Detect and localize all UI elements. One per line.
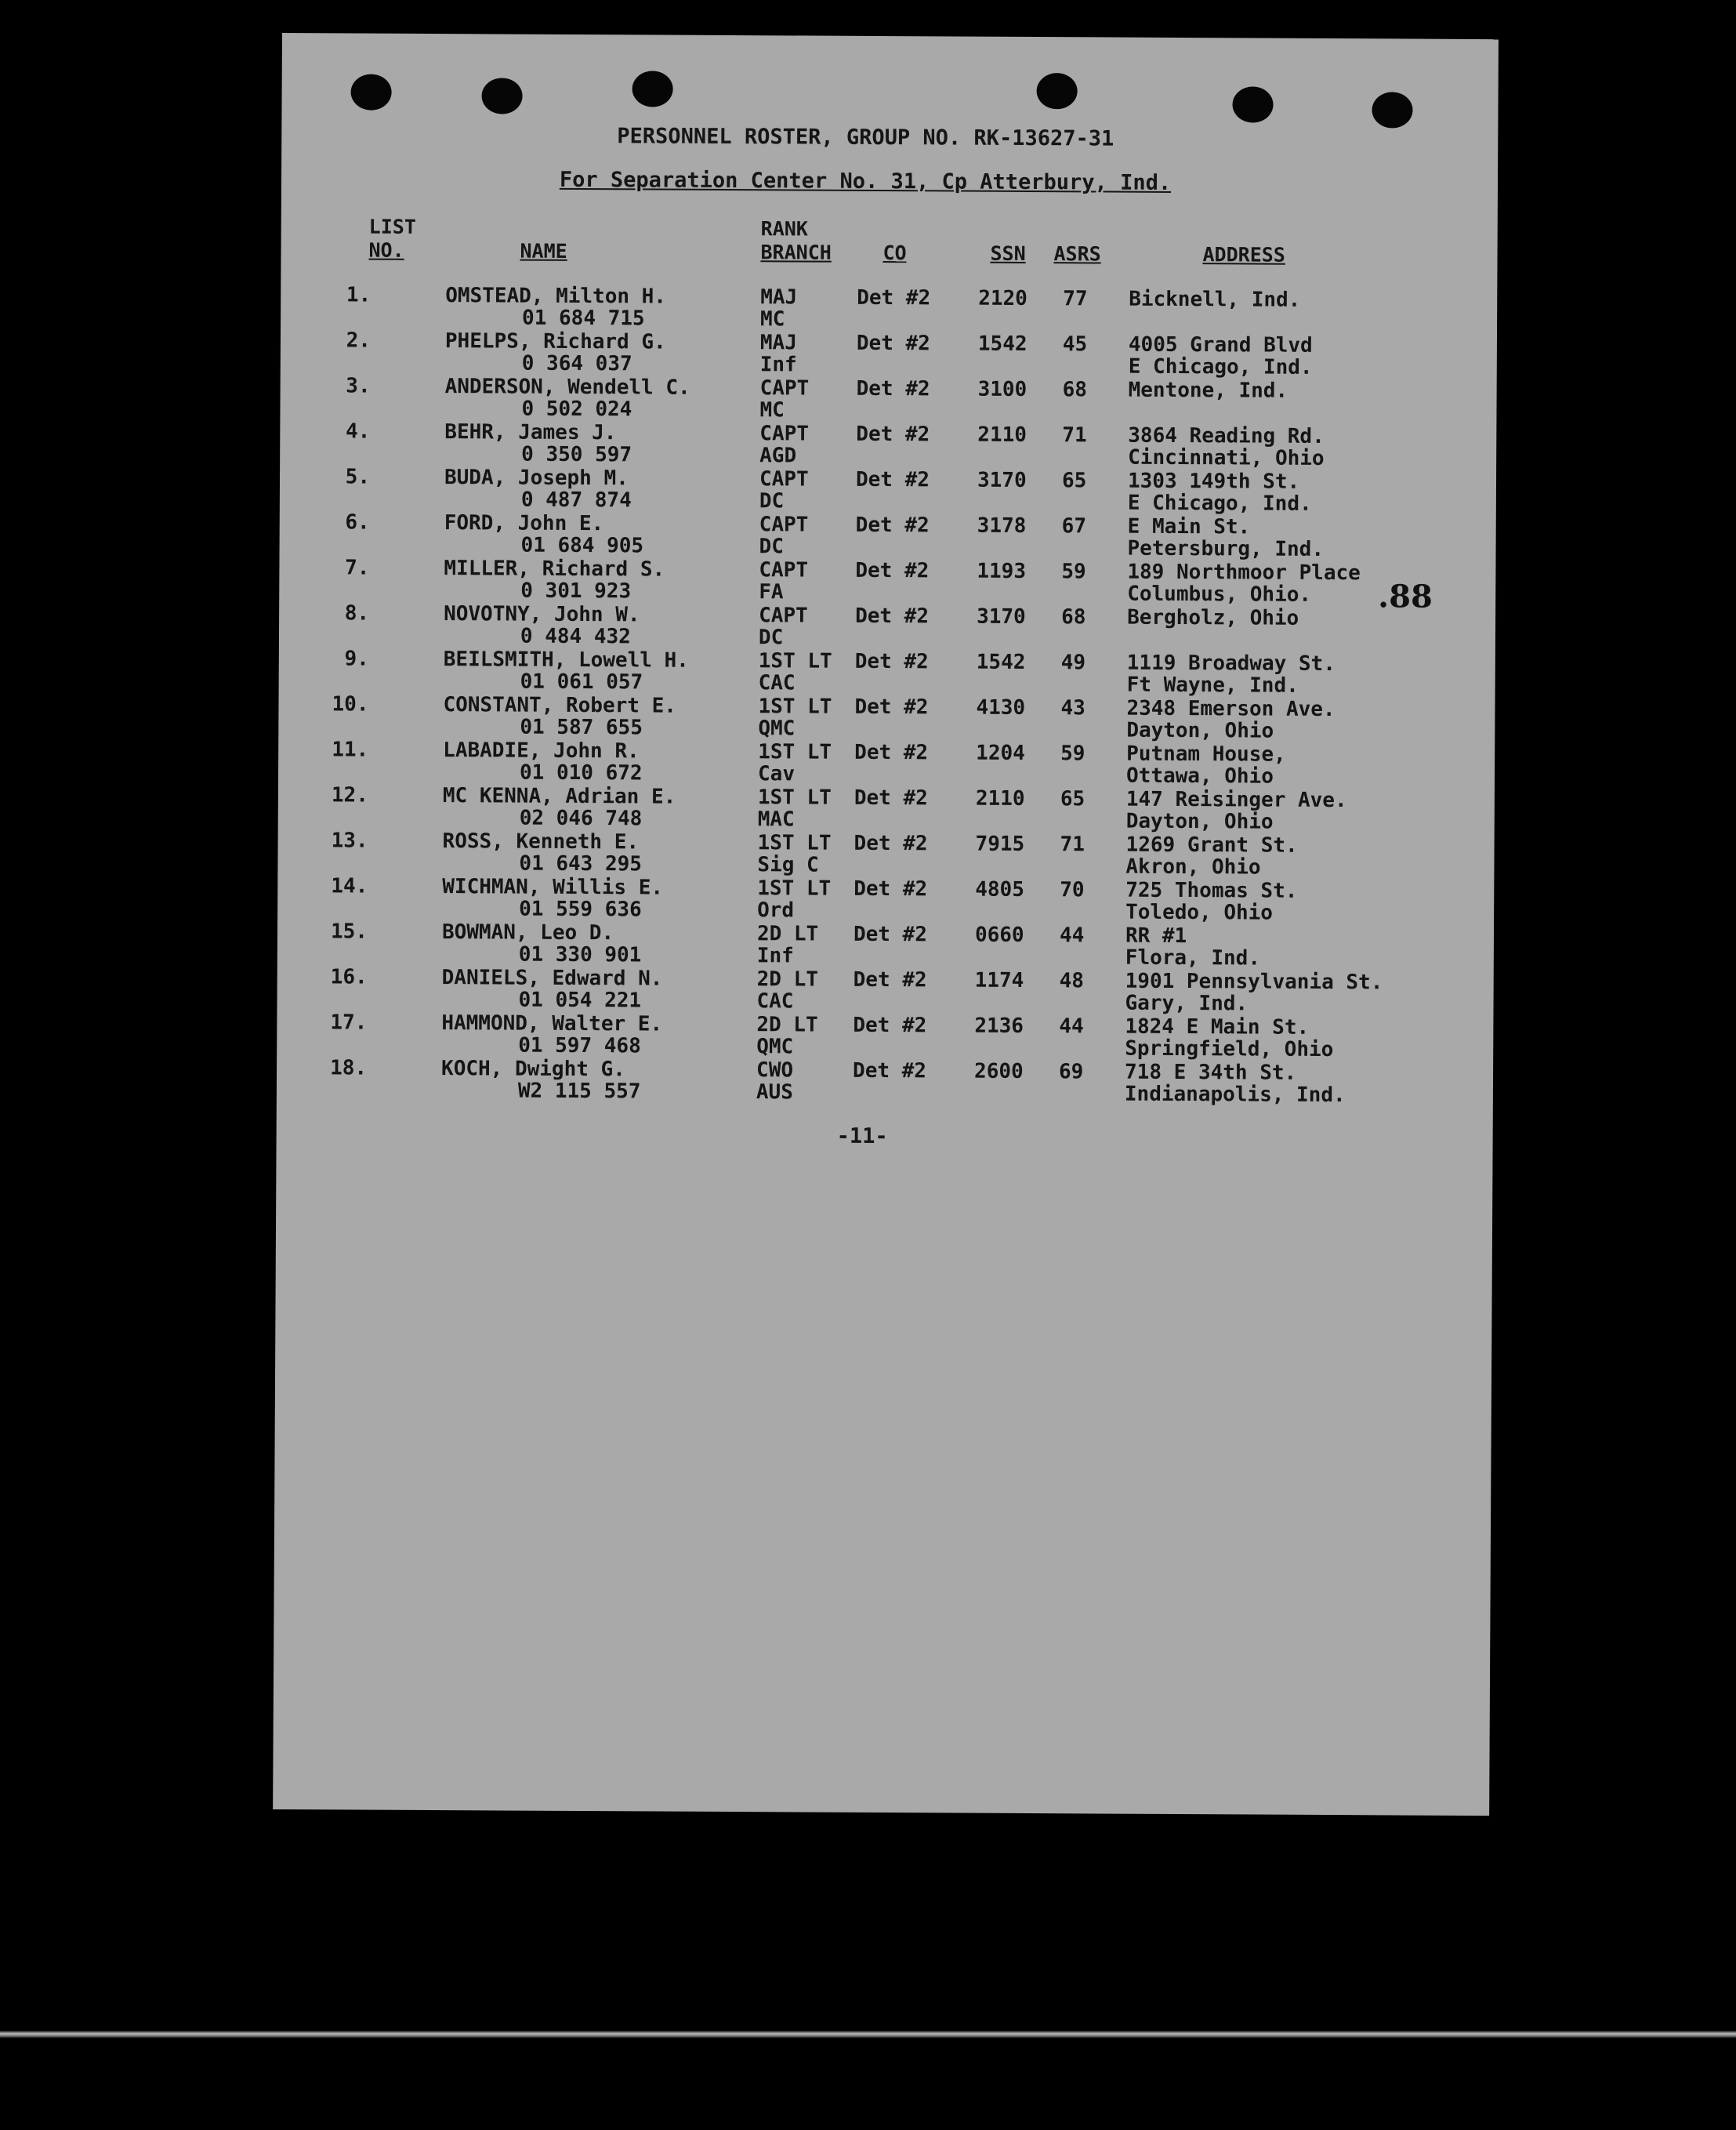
rank: CWO (756, 1058, 794, 1083)
list-number: 2. (346, 328, 371, 353)
person-name: MILLER, Richard S. (444, 557, 665, 582)
address-line-1: 2348 Emerson Ave. (1126, 696, 1336, 722)
address-line-2: Gary, Ind. (1125, 991, 1249, 1016)
column-header-rank-branch: RANK BRANCH (760, 217, 832, 264)
serial-number: 01 330 901 (518, 942, 642, 967)
list-number: 12. (331, 783, 368, 807)
punch-hole (1372, 92, 1412, 128)
rank: 2D LT (756, 1013, 818, 1037)
list-number: 13. (331, 829, 368, 853)
ssn-code: 1542 (976, 650, 1026, 674)
company: Det #2 (856, 422, 930, 447)
ssn-code: 1204 (976, 741, 1025, 765)
list-number: 11. (332, 738, 369, 762)
address-line-2: Columbus, Ohio. (1127, 582, 1312, 607)
rank: CAPT (759, 422, 810, 446)
company: Det #2 (856, 331, 930, 356)
ssn-code: 0660 (974, 923, 1024, 947)
asrs-score: 69 (1058, 1060, 1084, 1084)
list-number: 9. (344, 647, 369, 671)
list-number: 6. (345, 510, 370, 535)
rank: 1ST LT (757, 831, 832, 855)
ssn-code: 3100 (977, 377, 1027, 401)
document-page (273, 33, 1499, 1816)
branch: DC (759, 489, 785, 513)
branch: Inf (756, 944, 794, 968)
list-number: 15. (330, 920, 368, 944)
address-line-2: Springfield, Ohio (1125, 1036, 1334, 1062)
person-name: DANIELS, Edward N. (441, 966, 663, 991)
column-header-list-no: LIST NO. (368, 215, 417, 262)
asrs-score: 44 (1059, 1014, 1084, 1039)
page-number: -11- (836, 1123, 888, 1149)
ssn-code: 3170 (977, 604, 1026, 629)
address-line-1: 725 Thomas St. (1125, 878, 1298, 903)
ssn-code: 2120 (978, 286, 1027, 310)
column-header-address: ADDRESS (1202, 243, 1285, 267)
address-line-1: 1824 E Main St. (1125, 1014, 1310, 1040)
serial-number: 01 643 295 (519, 851, 643, 876)
address-line-1: 147 Reisinger Ave. (1125, 787, 1347, 813)
branch: DC (758, 626, 784, 650)
address-line-1: 3864 Reading Rd. (1128, 423, 1325, 448)
asrs-score: 44 (1059, 923, 1085, 948)
ssn-code: 2136 (974, 1014, 1024, 1038)
list-number: 1. (346, 283, 371, 307)
address-line-1: 1901 Pennsylvania St. (1125, 969, 1383, 995)
punch-hole (350, 74, 391, 110)
rank: 2D LT (756, 922, 819, 946)
asrs-score: 59 (1060, 742, 1085, 766)
asrs-score: 65 (1060, 787, 1085, 811)
branch: Ord (757, 898, 795, 923)
rank: MAJ (759, 331, 797, 355)
address-line-1: 1119 Broadway St. (1126, 651, 1336, 677)
branch: Cav (757, 762, 796, 786)
asrs-score: 68 (1061, 605, 1086, 630)
ssn-code: 2600 (973, 1059, 1024, 1083)
asrs-score: 49 (1060, 651, 1086, 675)
company: Det #2 (854, 695, 929, 720)
serial-number: 01 054 221 (518, 988, 642, 1013)
person-name: MC KENNA, Adrian E. (442, 784, 676, 809)
asrs-score: 70 (1060, 878, 1085, 902)
list-number: 10. (332, 692, 369, 717)
margin-mark: .88 (1378, 578, 1433, 615)
branch: QMC (758, 717, 796, 741)
address-line-1: 1269 Grant St. (1125, 833, 1298, 858)
address-line-2: E Chicago, Ind. (1127, 491, 1312, 516)
column-header-asrs: ASRS (1053, 242, 1101, 266)
company: Det #2 (854, 740, 929, 765)
address-line-2: Dayton, Ohio (1125, 809, 1274, 834)
address-line-2: E Chicago, Ind. (1128, 354, 1313, 379)
branch: Sig C (757, 853, 819, 877)
address-line-2: Flora, Ind. (1125, 945, 1261, 971)
branch: FA (759, 580, 784, 604)
ssn-code: 2110 (975, 786, 1025, 811)
ssn-code: 3178 (977, 513, 1027, 538)
punch-hole (632, 71, 673, 107)
list-number: 18. (330, 1056, 368, 1080)
asrs-score: 59 (1061, 560, 1086, 584)
asrs-score: 65 (1061, 469, 1087, 493)
serial-number: 0 364 037 (521, 351, 632, 376)
column-header-co: CO (882, 241, 907, 265)
company: Det #2 (855, 513, 930, 538)
ssn-code: 1542 (977, 332, 1027, 356)
film-edge (0, 2030, 1736, 2038)
serial-number: 01 010 672 (519, 760, 643, 786)
rank: 1ST LT (758, 740, 832, 764)
company: Det #2 (854, 831, 928, 856)
address-line-2: Dayton, Ohio (1126, 718, 1274, 743)
ssn-code: 2110 (977, 423, 1027, 447)
address-line-1: Bergholz, Ohio (1127, 605, 1299, 630)
asrs-score: 71 (1062, 423, 1087, 448)
list-number: 3. (346, 374, 371, 398)
person-name: BOWMAN, Leo D. (441, 920, 614, 945)
list-number: 5. (345, 465, 371, 489)
asrs-score: 48 (1059, 969, 1085, 993)
serial-number: 01 587 655 (520, 715, 643, 740)
address-line-1: Putnam House, (1126, 742, 1286, 767)
address-line-2: Ottawa, Ohio (1125, 764, 1274, 789)
address-line-1: E Main St. (1127, 514, 1251, 539)
asrs-score: 77 (1063, 287, 1088, 311)
rank: CAPT (759, 376, 810, 401)
rank: MAJ (760, 285, 798, 310)
address-line-1: 189 Northmoor Place (1127, 560, 1361, 586)
asrs-score: 68 (1062, 378, 1088, 402)
address-line-2: Ft Wayne, Ind. (1126, 673, 1299, 698)
serial-number: 0 350 597 (521, 442, 632, 467)
rank: CAPT (759, 467, 809, 492)
column-header-ssn: SSN (990, 241, 1026, 265)
list-number: 16. (330, 965, 368, 989)
address-line-2: Akron, Ohio (1125, 855, 1261, 880)
serial-number: 01 061 057 (520, 669, 643, 695)
ssn-code: 4130 (976, 695, 1026, 720)
person-name: BEILSMITH, Lowell H. (443, 648, 689, 673)
rank: 1ST LT (757, 786, 832, 810)
branch: DC (759, 535, 784, 559)
list-number: 8. (344, 601, 370, 626)
company: Det #2 (853, 1013, 927, 1038)
rank: 1ST LT (758, 695, 832, 719)
serial-number: 01 684 905 (520, 533, 644, 558)
address-line-1: RR #1 (1125, 923, 1187, 949)
person-name: ROSS, Kenneth E. (442, 829, 640, 855)
person-name: OMSTEAD, Milton H. (445, 284, 667, 309)
serial-number: 01 559 636 (519, 897, 642, 922)
asrs-score: 67 (1061, 514, 1087, 539)
serial-number: 0 487 874 (520, 488, 632, 513)
person-name: BEHR, James J. (444, 420, 617, 445)
list-number: 14. (331, 874, 368, 898)
address-line-1: 1303 149th St. (1127, 469, 1300, 494)
company: Det #2 (853, 967, 927, 992)
person-name: LABADIE, John R. (443, 738, 640, 764)
company: Det #2 (857, 285, 931, 310)
serial-number: 01 684 715 (522, 306, 645, 331)
address-line-1: 4005 Grand Blvd (1128, 332, 1313, 357)
company: Det #2 (854, 649, 929, 674)
company: Det #2 (852, 1058, 927, 1083)
punch-hole (481, 78, 522, 114)
company: Det #2 (853, 922, 927, 947)
company: Det #2 (855, 467, 930, 492)
serial-number: 01 597 468 (518, 1033, 641, 1058)
address-line-2: Petersburg, Ind. (1127, 536, 1325, 561)
person-name: HAMMOND, Walter E. (441, 1011, 663, 1036)
rank: 1ST LT (757, 876, 832, 901)
ssn-code: 1174 (974, 968, 1024, 992)
company: Det #2 (854, 876, 928, 902)
address-line-1: Bicknell, Ind. (1129, 287, 1301, 312)
branch: AGD (759, 444, 797, 468)
ssn-code: 7915 (975, 832, 1025, 856)
serial-number: 0 484 432 (520, 624, 631, 649)
branch: AUS (756, 1080, 793, 1105)
rank: CAPT (759, 558, 809, 582)
ssn-code: 4805 (975, 877, 1024, 902)
punch-hole (1232, 86, 1273, 122)
company: Det #2 (854, 786, 928, 811)
address-line-2: Cincinnati, Ohio (1128, 445, 1325, 470)
rank: CAPT (759, 604, 808, 628)
person-name: WICHMAN, Willis E. (442, 875, 664, 900)
branch: MC (759, 398, 785, 423)
branch: CAC (756, 989, 794, 1014)
person-name: CONSTANT, Robert E. (443, 693, 677, 718)
roster-subtitle: For Separation Center No. 31, Cp Atterbury, Ind. (559, 167, 1172, 195)
person-name: FORD, John E. (444, 511, 604, 536)
asrs-score: 43 (1060, 696, 1085, 720)
ssn-code: 1193 (977, 559, 1027, 583)
branch: MAC (757, 807, 795, 832)
address-line-2: Toledo, Ohio (1125, 900, 1274, 925)
list-number: 4. (345, 419, 371, 444)
person-name: KOCH, Dwight G. (441, 1057, 625, 1082)
serial-number: 0 502 024 (521, 397, 632, 422)
person-name: PHELPS, Richard G. (444, 329, 666, 354)
person-name: ANDERSON, Wendell C. (444, 375, 690, 400)
address-line-2: Indianapolis, Ind. (1124, 1082, 1346, 1108)
asrs-score: 45 (1062, 332, 1088, 357)
company: Det #2 (856, 376, 930, 401)
branch: Inf (759, 353, 797, 377)
branch: MC (760, 307, 785, 332)
rank: 2D LT (756, 967, 819, 992)
ssn-code: 3170 (977, 468, 1027, 492)
address-line-1: Mentone, Ind. (1128, 378, 1288, 403)
serial-number: W2 115 557 (517, 1079, 641, 1104)
column-header-name: NAME (520, 239, 567, 263)
person-name: BUDA, Joseph M. (444, 466, 629, 491)
rank: CAPT (759, 513, 809, 537)
person-name: NOVOTNY, John W. (444, 602, 640, 627)
company: Det #2 (855, 558, 930, 583)
serial-number: 0 301 923 (520, 579, 632, 604)
branch: CAC (758, 671, 796, 695)
punch-hole (1037, 73, 1078, 109)
asrs-score: 71 (1060, 833, 1085, 857)
company: Det #2 (855, 604, 930, 629)
list-number: 17. (330, 1011, 368, 1035)
rank: 1ST LT (758, 649, 832, 673)
address-line-1: 718 E 34th St. (1124, 1060, 1297, 1085)
list-number: 7. (345, 556, 370, 580)
serial-number: 02 046 748 (519, 806, 643, 831)
roster-title: PERSONNEL ROSTER, GROUP NO. RK-13627-31 (617, 124, 1114, 151)
branch: QMC (756, 1035, 794, 1059)
